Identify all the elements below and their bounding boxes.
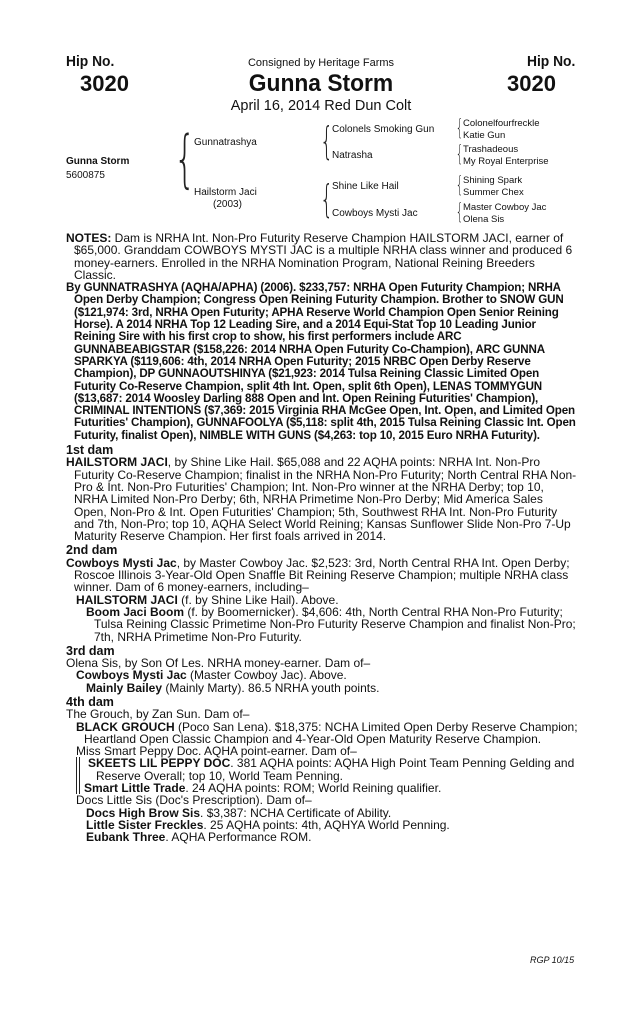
third-dam-heading: 3rd dam [66,643,115,658]
produce-text: . 24 AQHA points: ROM; World Reining qualifier. [185,781,442,796]
catalog-body [66,232,578,844]
pedigree-brace-dam: { [320,177,334,221]
produce-text: (f. by Boomernicker). $4,606: 4th, North Central RHA Non-Pro Futurity; Tulsa Reining Classic Primetime Non-Pro Futurity Reserve Champion and finalist Non-Pro; 7th, NRHA Primetime Non-Pro Futurity. [94,604,576,644]
produce-name: Eubank Three [86,830,166,845]
produce-text: . $3,387: NCHA Certificate of Ability. [200,805,392,820]
hip-number-left: 3020 [80,71,129,96]
produce-text: (Mainly Marty). 86.5 NRHA youth points. [162,680,380,695]
horse-name: Gunna Storm [248,70,394,97]
produce-name: HAILSTORM JACI [76,592,178,607]
pedigree-brace-sire: { [320,119,334,163]
hip-number-right: 3020 [507,71,556,96]
pedigree-sire-sire: Colonels Smoking Gun [332,124,435,135]
produce-text: Docs Little Sis (Doc's Prescription). Dam of– [76,793,312,808]
second-dam-text: , by Master Cowboy Jac. $2,523: 3rd, North Central RHA Int. Open Derby; Roscoe Illinois 3-Year-Old Open Snaffle Bit Reining Reserve Champion; multiple NRHA class winner. Dam of 6 money-earners, including– [74,555,570,595]
produce-text: (f. by Shine Like Hail). Above. [177,592,339,607]
produce-name: Little Sister Freckles [86,817,204,832]
pedigree-dd-dam: Olena Sis [463,214,505,225]
pedigree-ds-dam: Summer Chex [463,187,524,198]
pedigree-dam-year: (2003) [213,199,242,210]
produce-name: Smart Little Trade [84,781,186,796]
pedigree-sd-dam: My Royal Enterprise [463,156,549,167]
pedigree-brace-sd: { [456,142,463,167]
first-dam-paragraph [66,456,578,542]
second-dam-heading: 2nd dam [66,543,118,558]
pedigree-sire: Gunnatrashya [194,137,257,148]
fourth-dam-heading: 4th dam [66,694,114,709]
produce-name: BLACK GROUCH [76,719,175,734]
pedigree-dam-dam: Cowboys Mysti Jac [332,208,418,219]
pedigree-brace-dd: { [456,200,463,225]
notes-paragraph [66,232,578,281]
third-dam-paragraph: Olena Sis, by Son Of Les. NRHA money-earner. Dam of– [66,656,371,671]
pedigree-subject-name: Gunna Storm [66,156,130,167]
produce-name: Docs High Brow Sis [86,805,201,820]
pedigree-sd-sire: Trashadeous [463,144,519,155]
pedigree-dam-sire: Shine Like Hail [332,181,399,192]
grandproduce-block [76,757,578,794]
notes-text: Dam is NRHA Int. Non-Pro Futurity Reserve Champion HAILSTORM JACI, earner of $65,000. Granddam COWBOYS MYSTI JAC is a multiple NRHA class winner and produced 6 money-earners. Enrolled in the NRHA Nomination Program, National Reining Breeders Classic. [74,231,573,282]
sire-record: By GUNNATRASHYA (AQHA/APHA) (2006). $233,757: NRHA Open Futurity Champion; NRHA Open Derby Champion; Congress Open Reining Futurity Champion. Brother to SNOW GUN ($121,974: 3rd, NRHA Open Futurity; APHA Reserve World Champion Open Senior Reining Horse). A 2014 NRHA Top 12 Leading Sire, and a 2014 Equi-Stat Top 10 Leading Junior Reining Sire with his first crop to show, his first performers include ARC GUNNABEABIGSTAR ($158,226: 2014 NRHA Open Futurity Co-Champion), ARC GUNNA SPARKYA ($119,606: 4th, 2014 NRHA Open Futurity; 2015 NRBC Open Derby Reserve Champion), DP GUNNAOUTSHINYA ($21,923: 2014 Tulsa Reining Classic Limited Open Futurity Co-Reserve Champion, split 4th Int. Open, split 6th Open), LENAS TOMMYGUN ($13,687: 2014 Woosley Darling 888 Open and Int. Open Reining Futurities' Champion), CRIMINAL INTENTIONS ($7,369: 2015 Virginia RHA McGee Open, Int. Open, and Limited Open Futurities' Champion), GUNNAFOOLYA ($5,118: split 4th, 2015 Tulsa Reining Classic Int. Open Futurity, finalist Open), NIMBLE WITH GUNS ($4,263: top 10, 2015 Euro NRHA Futurity). [66,281,576,442]
first-dam-heading: 1st dam [66,443,114,458]
produce-text: (Poco San Lena). $18,375: NCHA Limited Open Derby Reserve Champion; Heartland Open Classic Champion and 4-Year-Old Open Maturity Reserve Champion. [84,719,578,746]
produce-text: . 25 AQHA points: 4th, AQHYA World Penning. [203,817,450,832]
pedigree-sire-dam: Natrasha [332,150,373,161]
produce-text: . 381 AQHA points: AQHA High Point Team Penning Gelding and Reserve Overall; top 10, World Team Penning. [96,756,575,783]
hip-label-left: Hip No. [66,53,115,70]
pedigree-dd-sire: Master Cowboy Jac [463,202,547,213]
foaling-description: April 16, 2014 Red Dun Colt [230,98,412,114]
pedigree-brace-ds: { [456,173,463,198]
fourth-dam-produce-3 [84,757,578,782]
produce-name: Boom Jaci Boom [86,604,185,619]
pedigree-ss-sire: Colonelfourfreckle [463,118,540,129]
produce-text: Miss Smart Peppy Doc. AQHA point-earner. Dam of– [76,744,357,759]
hip-label-right: Hip No. [527,53,576,70]
fourth-dam-produce-1 [66,721,578,746]
first-dam-name: HAILSTORM JACI [66,455,168,470]
notes-label: NOTES: [66,231,112,245]
produce-name: Cowboys Mysti Jac [76,668,187,683]
pedigree-dam: Hailstorm Jaci [194,187,257,198]
pedigree-brace-ss: { [456,116,463,141]
fourth-dam-paragraph: The Grouch, by Zan Sun. Dam of– [66,707,250,722]
produce-name: Mainly Bailey [86,680,163,695]
pedigree-brace-main: { [174,122,196,195]
second-dam-paragraph [66,557,578,594]
produce-name: SKEETS LIL PEPPY DOC [88,756,231,771]
second-dam-name: Cowboys Mysti Jac [66,555,177,570]
third-dam-produce-2 [66,682,578,694]
pedigree-subject-reg: 5600875 [66,170,105,181]
fourth-dam-produce-8 [66,831,578,843]
first-dam-text: , by Shine Like Hail. $65,088 and 22 AQHA points: NRHA Int. Non-Pro Futurity Co-Reserve Champion; finalist in the NRHA Non-Pro Futurity; North Central RHA Non-Pro & Int. Non-Pro Futurities' Champion; Int. Non-Pro winner at the NRHA Derby; top 10, NRHA Limited Non-Pro Derby; 6th, NRHA Primetime Non-Pro Derby; Mid America Sales Open, Non-Pro & Int. Open Futurities' Champion; 5th, Southwest RHA Int. Non-Pro Futurity and 7th, Non-Pro; top 10, AQHA Select World Reining; Kansas Sunflower Slide Non-Pro 7-Up Maturity Reserve Champion. Her first foals arrived in 2014. [74,455,577,544]
consignor-line: Consigned by Heritage Farms [247,57,395,69]
footer-code: RGP 10/15 [530,955,575,965]
produce-text: . AQHA Performance ROM. [165,830,312,845]
pedigree-ss-dam: Katie Gun [463,130,506,141]
pedigree-ds-sire: Shining Spark [463,175,523,186]
produce-text: (Master Cowboy Jac). Above. [186,668,347,683]
second-dam-produce-2 [66,606,578,643]
